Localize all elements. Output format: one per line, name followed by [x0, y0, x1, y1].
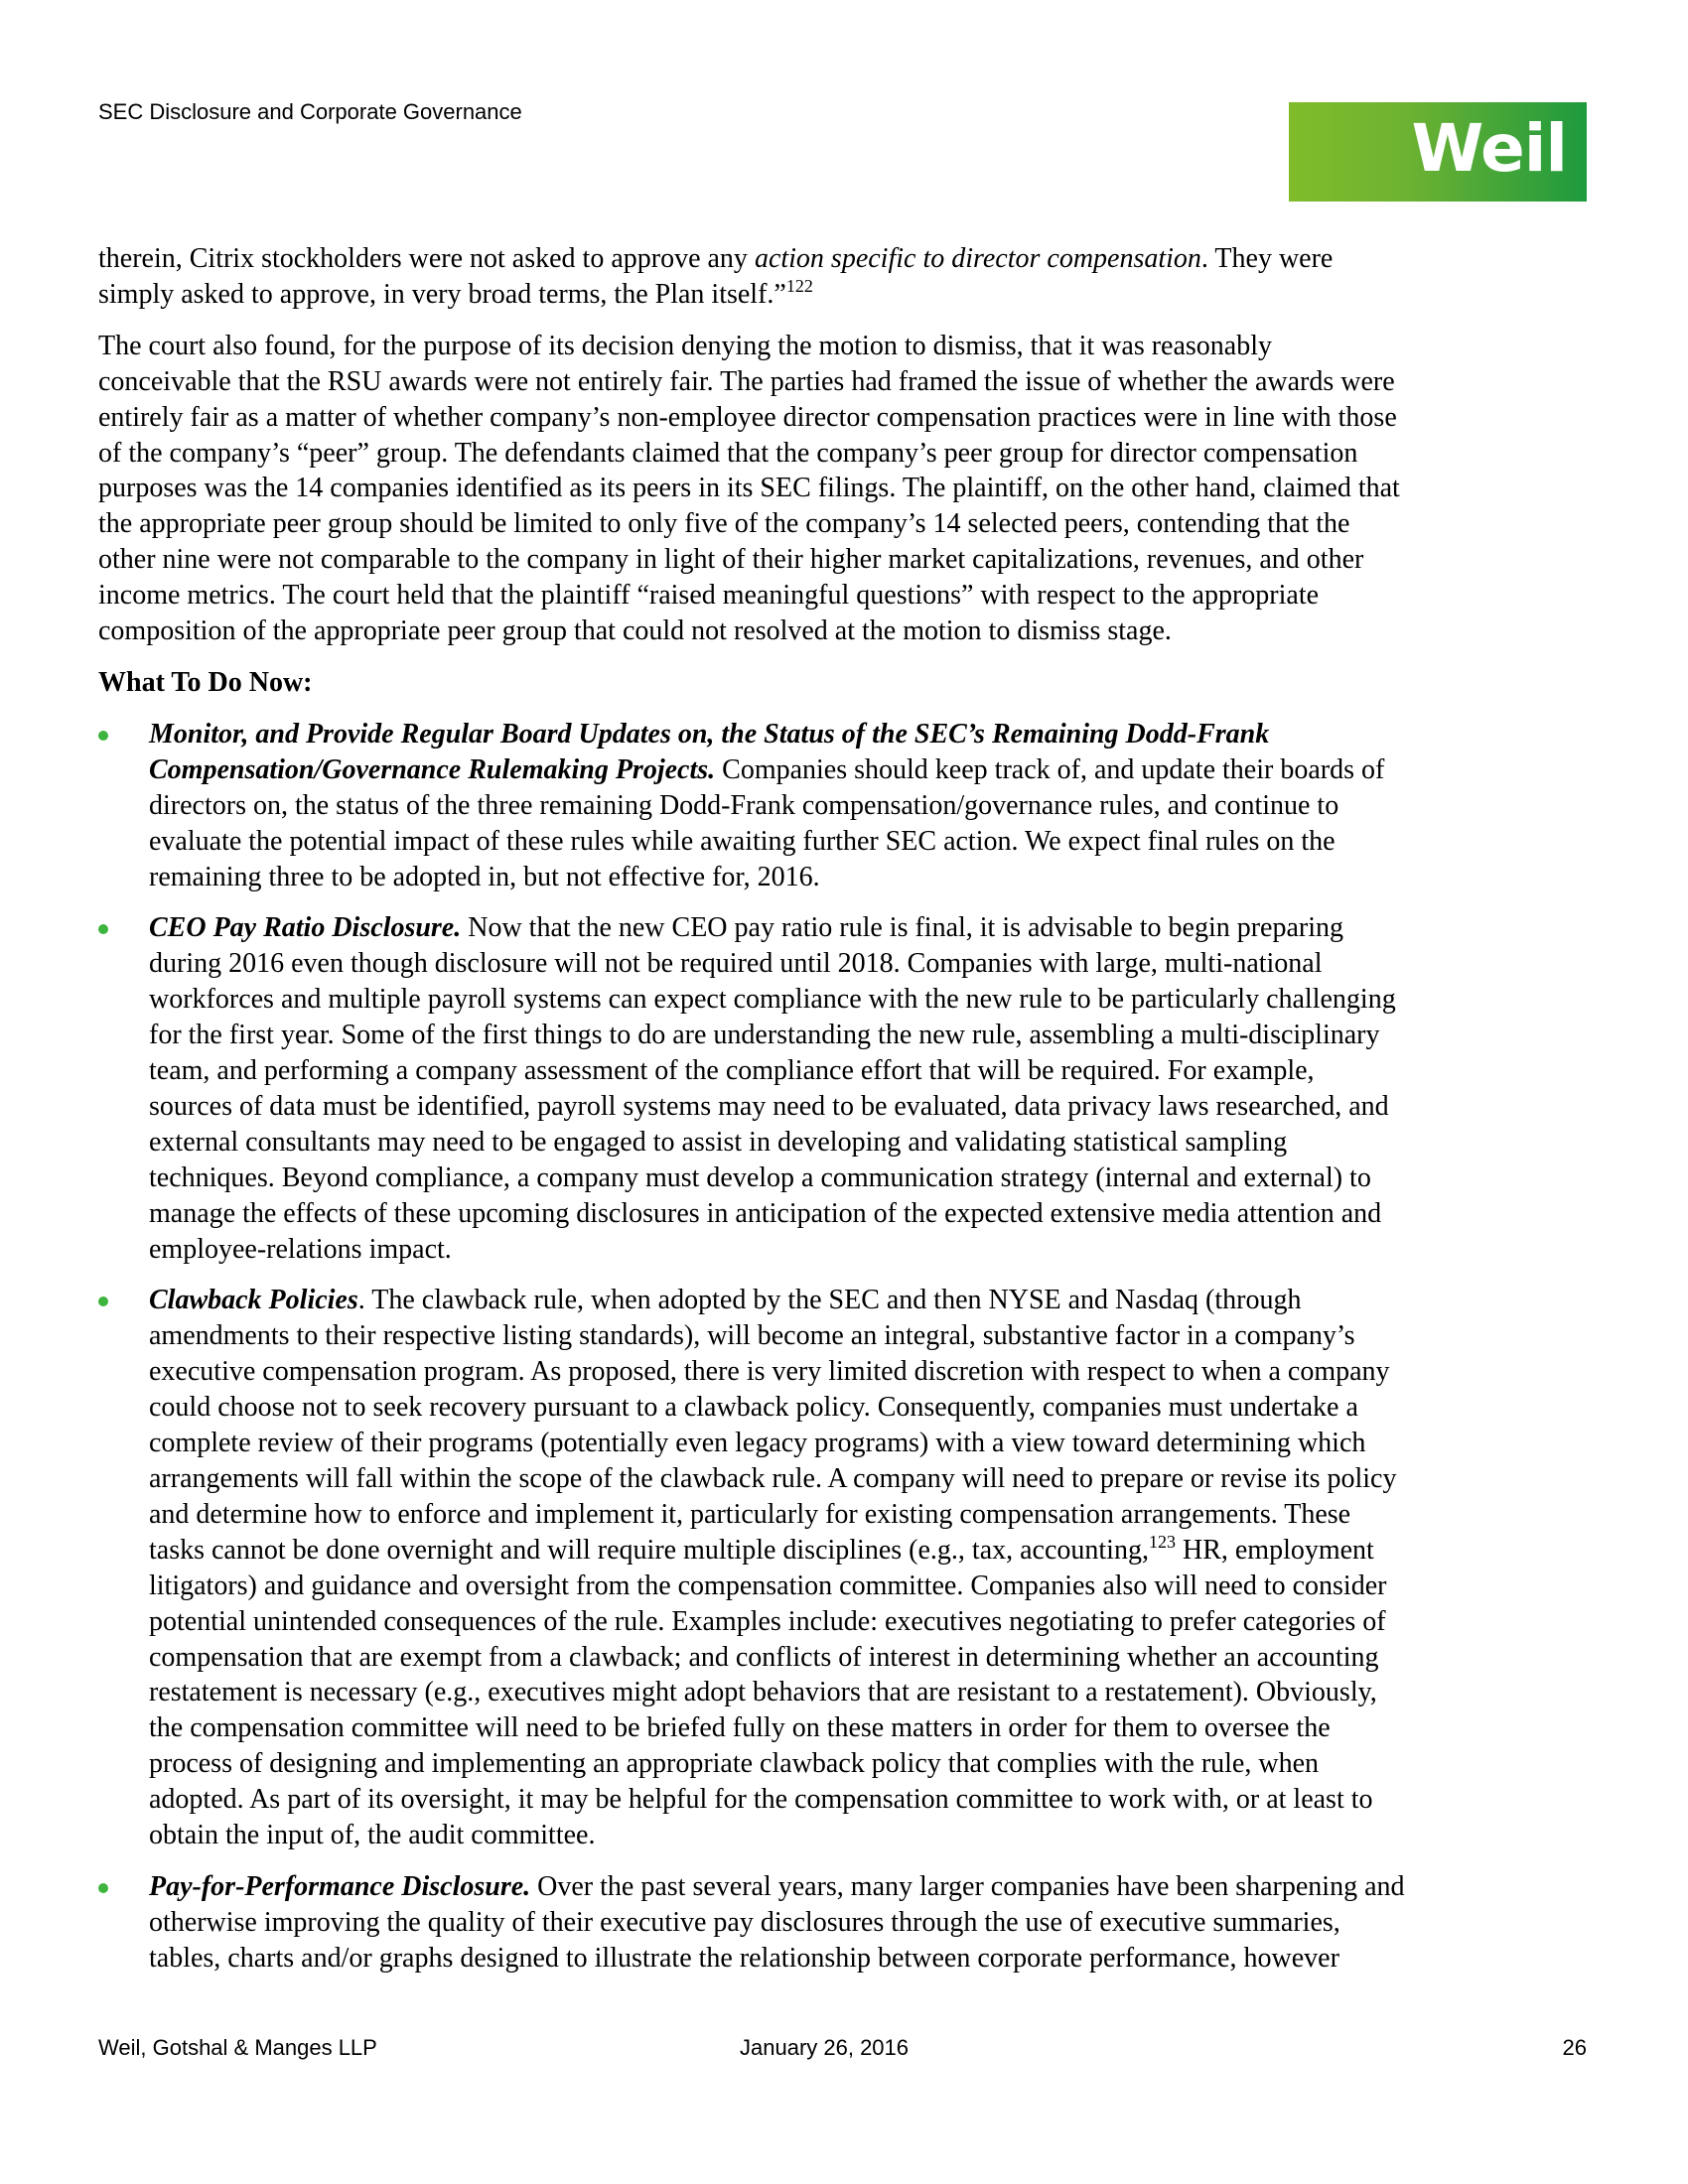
text-line: [98, 364, 1608, 400]
text-run: remaining three to be adopted in, but not effective for, 2016.: [149, 861, 820, 892]
text-run: The court also found, for the purpose of its decision denying the motion to dismiss, that it was reasonably: [98, 330, 1273, 361]
footnote-ref: 123: [1148, 1531, 1176, 1552]
text-run: workforces and multiple payroll systems can expect compliance with the new rule to be particularly challenging: [149, 984, 1396, 1016]
bullet-title: Compensation/Governance Rulemaking Projects.: [149, 753, 716, 785]
text-line: [98, 277, 1608, 313]
text-run: restatement is necessary (e.g., executives might adopt behaviors that are resistant to a restatement). Obviously,: [149, 1677, 1377, 1708]
text-run: purposes was the 14 companies identified as its peers in its SEC filings. The plaintiff, on the other hand, claimed that: [98, 473, 1400, 504]
text-line: [98, 542, 1608, 578]
text-line: [149, 1640, 1608, 1676]
text-run: could choose not to seek recovery pursuant to a clawback policy. Consequently, companies must undertake a: [149, 1392, 1358, 1424]
text-run: obtain the input of, the audit committee.: [149, 1820, 596, 1851]
text-line: [149, 910, 1608, 946]
bullet-dot-icon: [98, 924, 108, 934]
text-run: potential unintended consequences of the rule. Examples include: executives negotiating to prefer categories of: [149, 1605, 1386, 1637]
text-run: simply asked to approve, in very broad terms, the Plan itself.”: [98, 278, 786, 310]
text-run: employee-relations impact.: [149, 1233, 452, 1265]
text-line: [98, 471, 1608, 506]
text-run: conceivable that the RSU awards were not entirely fair. The parties had framed the issue of whether the awards were: [98, 365, 1395, 397]
text-run: other nine were not comparable to the company in light of their higher market capitalizations, revenues, and other: [98, 544, 1364, 576]
text-run: techniques. Beyond compliance, a company must develop a communication strategy (internal and external) to: [149, 1161, 1371, 1193]
text-line: [149, 717, 1608, 752]
text-line: [98, 329, 1608, 364]
text-line: [149, 1196, 1608, 1232]
bullet-title: Monitor, and Provide Regular Board Updates on, the Status of the SEC’s Remaining Dodd-Frank: [149, 718, 1270, 750]
footer-firm: Weil, Gotshal & Manges LLP: [98, 2035, 377, 2060]
text-run: for the first year. Some of the first things to do are understanding the new rule, assembling a multi-disciplinary: [149, 1020, 1380, 1051]
document-body: [98, 241, 1608, 1992]
text-run: evaluate the potential impact of these rules while awaiting further SEC action. We expect final rules on the: [149, 825, 1336, 857]
text-run: income metrics. The court held that the plaintiff “raised meaningful questions” with respect to the appropriate: [98, 580, 1320, 612]
text-run: external consultants may need to be engaged to assist in developing and validating statistical sampling: [149, 1126, 1288, 1158]
text-run: of the company’s “peer” group. The defendants claimed that the company’s peer group for director compensation: [98, 437, 1358, 469]
text-line: [149, 788, 1608, 824]
weil-logo: [1289, 102, 1587, 202]
footnote-ref: 122: [785, 275, 813, 296]
text-line: [149, 1018, 1608, 1053]
text-run: complete review of their programs (potentially even legacy programs) with a view toward determining which: [149, 1428, 1366, 1459]
bullet-title: Pay-for-Performance Disclosure.: [149, 1870, 531, 1902]
text-line: [149, 1782, 1608, 1818]
bullet-item: [98, 1283, 1608, 1853]
paragraph: [98, 329, 1608, 649]
text-run: the compensation committee will need to be briefed fully on these matters in order for them to oversee the: [149, 1712, 1331, 1744]
text-run: amendments to their respective listing standards), will become an integral, substantive factor in a company’s: [149, 1320, 1355, 1352]
text-run: HR, employment: [1175, 1534, 1374, 1566]
text-run: therein, Citrix stockholders were not asked to approve any: [98, 243, 755, 274]
text-run: the appropriate peer group should be limited to only five of the company’s 14 selected peers, contending that the: [98, 508, 1350, 540]
text-run: composition of the appropriate peer group that could not resolved at the motion to dismiss stage.: [98, 615, 1172, 647]
text-line: [149, 1232, 1608, 1268]
text-run: Companies should keep track of, and update their boards of: [715, 753, 1385, 785]
text-run: tables, charts and/or graphs designed to illustrate the relationship between corporate performance, however: [149, 1942, 1339, 1974]
text-run: team, and performing a company assessment of the compliance effort that will be required. For example,: [149, 1055, 1315, 1087]
footer-date: January 26, 2016: [740, 2035, 910, 2060]
text-run: manage the effects of these upcoming disclosures in anticipation of the expected extensive media attention and: [149, 1197, 1382, 1229]
page-number: 26: [1562, 2035, 1587, 2060]
bullet-title: CEO Pay Ratio Disclosure.: [149, 912, 462, 944]
text-line: [149, 752, 1608, 788]
paragraph: [98, 241, 1608, 313]
text-line: [98, 241, 1608, 277]
text-run: sources of data must be identified, payroll systems may need to be evaluated, data privacy laws researched, and: [149, 1090, 1389, 1122]
text-run: compensation that are exempt from a clawback; and conflicts of interest in determining whether an accounting: [149, 1641, 1379, 1673]
text-line: [149, 1604, 1608, 1640]
bullet-title: Clawback Policies: [149, 1285, 358, 1316]
text-line: [149, 1390, 1608, 1426]
text-run: adopted. As part of its oversight, it may be helpful for the compensation committee to work with, or at least to: [149, 1784, 1373, 1816]
text-run: action specific to director compensation: [754, 243, 1201, 274]
text-line: [149, 860, 1608, 895]
text-line: [98, 506, 1608, 542]
text-line: [149, 1818, 1608, 1853]
text-run: and determine how to enforce and implement it, particularly for existing compensation arrangements. These: [149, 1498, 1351, 1530]
text-line: [149, 1283, 1608, 1318]
text-line: [149, 1905, 1608, 1941]
bullet-item: [98, 717, 1608, 895]
logo-text: Weil: [1411, 110, 1567, 187]
text-run: tasks cannot be done overnight and will require multiple disciplines (e.g., tax, accounting,: [149, 1534, 1149, 1566]
text-run: process of designing and implementing an appropriate clawback policy that complies with the rule, when: [149, 1748, 1319, 1780]
text-line: [149, 1533, 1608, 1569]
bullet-item: [98, 1869, 1608, 1977]
running-header: SEC Disclosure and Corporate Governance: [98, 99, 522, 124]
text-line: [149, 1160, 1608, 1196]
text-line: [149, 1746, 1608, 1782]
text-run: entirely fair as a matter of whether company’s non-employee director compensation practices were in line with those: [98, 401, 1397, 433]
text-run: . They were: [1200, 243, 1334, 274]
text-line: [149, 946, 1608, 982]
text-line: [149, 824, 1608, 860]
bullet-dot-icon: [98, 731, 108, 741]
text-line: [149, 1461, 1608, 1497]
text-line: [98, 578, 1608, 614]
text-run: arrangements will fall within the scope of the clawback rule. A company will need to prepare or revise its policy: [149, 1463, 1397, 1494]
text-line: [149, 1318, 1608, 1354]
text-line: [149, 1710, 1608, 1746]
text-run: Now that the new CEO pay ratio rule is final, it is advisable to begin preparing: [461, 912, 1344, 944]
section-heading: What To Do Now:: [98, 666, 313, 698]
text-run: Over the past several years, many larger companies have been sharpening and: [530, 1870, 1405, 1902]
text-line: [149, 1569, 1608, 1604]
text-line: [149, 1941, 1608, 1977]
text-line: [149, 1426, 1608, 1461]
bullet-dot-icon: [98, 1883, 108, 1893]
text-run: . The clawback rule, when adopted by the SEC and then NYSE and Nasdaq (through: [357, 1285, 1302, 1316]
text-line: [149, 1675, 1608, 1710]
text-line: [149, 1053, 1608, 1089]
bullet-item: [98, 910, 1608, 1267]
text-line: [149, 1869, 1608, 1905]
text-line: [149, 982, 1608, 1018]
text-run: litigators) and guidance and oversight from the compensation committee. Companies also will need to consider: [149, 1570, 1387, 1601]
text-line: [149, 1354, 1608, 1390]
text-run: directors on, the status of the three remaining Dodd-Frank compensation/governance rules, and continue to: [149, 789, 1339, 821]
text-run: during 2016 even though disclosure will not be required until 2018. Companies with large, multi-national: [149, 948, 1323, 980]
text-line: [98, 400, 1608, 436]
text-line: [149, 1089, 1608, 1125]
text-line: [98, 436, 1608, 472]
text-line: [149, 1497, 1608, 1533]
text-run: executive compensation program. As proposed, there is very limited discretion with respect to when a company: [149, 1356, 1390, 1388]
text-line: [149, 1125, 1608, 1160]
text-line: [98, 614, 1608, 649]
bullet-dot-icon: [98, 1297, 108, 1306]
text-run: otherwise improving the quality of their executive pay disclosures through the use of executive summaries,: [149, 1906, 1340, 1938]
